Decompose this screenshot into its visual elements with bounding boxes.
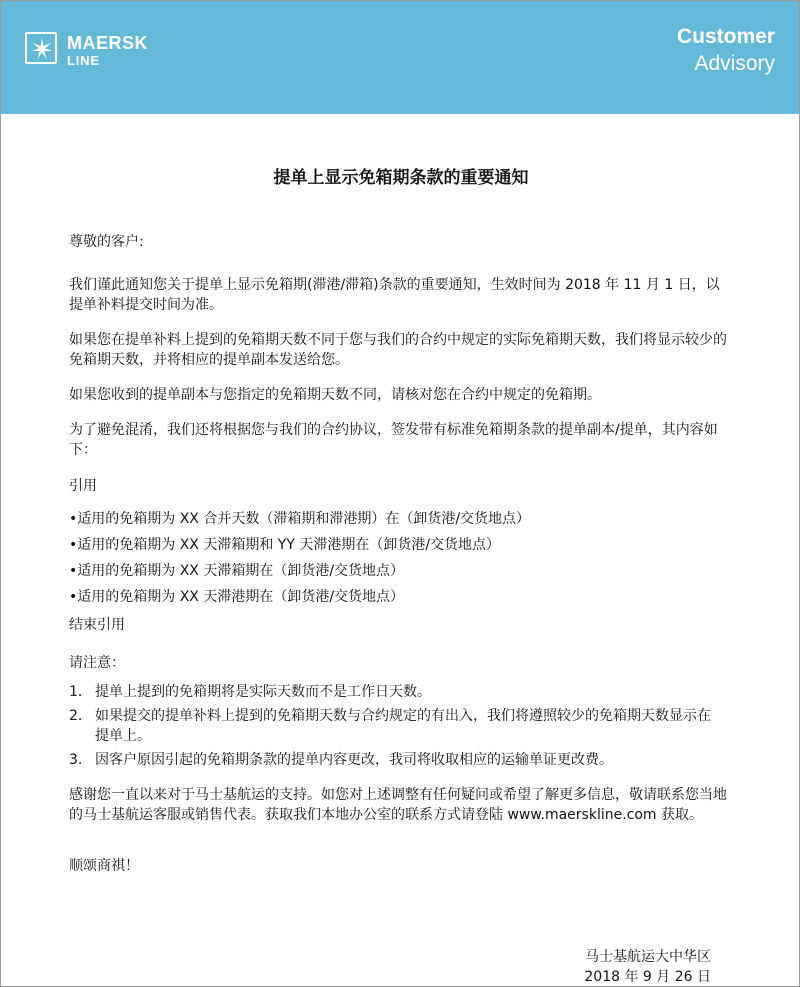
list-item (69, 682, 733, 702)
note-label: 请注意： (69, 655, 125, 671)
paragraph-fewer-days: 如果您在提单补料上提到的免箱期天数不同于您与我们的合约中规定的实际免箱期天数，我们将显示较少的免箱期天数，并将相应的提单副本发送给您。 (69, 332, 727, 368)
quote-end: 结束引用 (69, 617, 125, 633)
list-item: •适用的免箱期为 XX 天滞箱期在（卸货港/交货地点） (69, 563, 405, 579)
logo-brand: MAERSK (67, 33, 149, 53)
advisory-line2: Advisory (694, 52, 775, 75)
customer-advisory-label (677, 23, 775, 77)
note-number: 2. (69, 708, 83, 724)
maersk-star-icon (25, 32, 57, 64)
paragraph-effective-date: 我们谨此通知您关于提单上显示免箱期(滞港/滞箱)条款的重要通知，生效时间为 2018 年 11 月 1 日，以提单补料提交时间为准。 (69, 277, 720, 313)
note-text: 因客户原因引起的免箱期条款的提单内容更改，我司将收取相应的运输单证更改费。 (95, 752, 613, 768)
closing-salutation: 顺颂商祺！ (69, 858, 139, 874)
advisory-line1: Customer (676, 25, 775, 48)
maersk-line-logo (67, 34, 148, 67)
list-item: •适用的免箱期为 XX 合并天数（滞箱期和滞港期）在（卸货港/交货地点） (69, 511, 531, 527)
logo-sub: LINE (67, 53, 100, 68)
signature-org: 马士基航运大中华区 (585, 949, 711, 965)
signature-block (584, 947, 711, 987)
list-item (69, 706, 733, 746)
list-item (69, 750, 733, 770)
thanks-paragraph: 感谢您一直以来对于马士基航运的支持。如您对上述调整有任何疑问或希望了解更多信息，敬请联系您当地的马士基航运客服或销售代表。获取我们本地办公室的联系方式请登陆 www.maerskline.com 获取。 (69, 787, 727, 823)
greeting: 尊敬的客户: (69, 234, 144, 250)
paragraph-standard-clause: 为了避免混淆，我们还将根据您与我们的合约协议，签发带有标准免箱期条款的提单副本/提单，其内容如下： (69, 422, 718, 458)
note-text: 提单上提到的免箱期将是实际天数而不是工作日天数。 (95, 684, 431, 700)
list-item: •适用的免箱期为 XX 天滞箱期和 YY 天滞港期在（卸货港/交货地点） (69, 537, 501, 553)
note-number: 3. (69, 752, 83, 768)
paragraph-check-contract: 如果您收到的提单副本与您指定的免箱期天数不同，请核对您在合约中规定的免箱期。 (69, 387, 601, 403)
signature-date: 2018 年 9 月 26 日 (584, 969, 711, 985)
document-body (69, 167, 733, 876)
quote-start: 引用 (69, 478, 97, 494)
header-banner (1, 1, 799, 114)
list-item: •适用的免箱期为 XX 天滞港期在（卸货港/交货地点） (69, 589, 405, 605)
notes-list (69, 682, 733, 770)
clause-list (69, 509, 733, 607)
note-text: 如果提交的提单补料上提到的免箱期天数与合约规定的有出入，我们将遵照较少的免箱期天数显示在提单上。 (95, 708, 711, 744)
note-number: 1. (69, 684, 83, 700)
document-title: 提单上显示免箱期条款的重要通知 (273, 168, 529, 188)
